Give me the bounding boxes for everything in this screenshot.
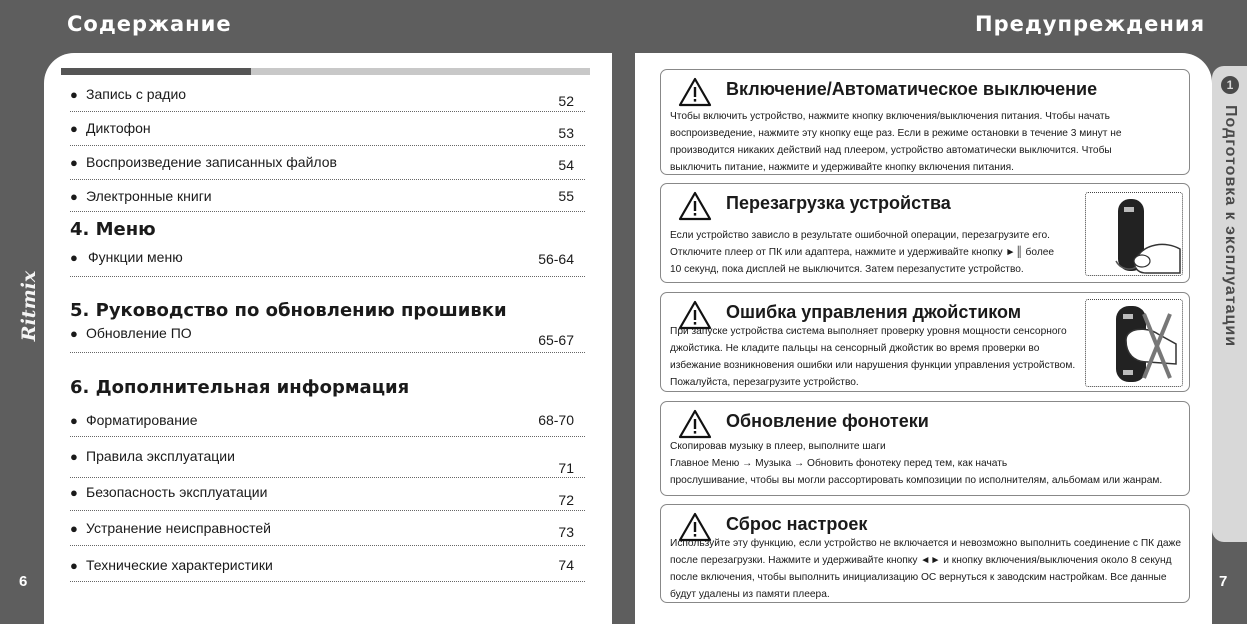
- toc-item-label: Функции меню: [88, 249, 183, 265]
- left-page-title: Содержание: [67, 12, 232, 36]
- warning-triangle-icon: [678, 409, 712, 439]
- toc-item-page: 68-70: [538, 412, 574, 428]
- dotted-divider: [70, 111, 585, 112]
- toc-item-page: 54: [558, 157, 574, 173]
- warning-title: Перезагрузка устройства: [726, 193, 951, 213]
- toc-item-label: Форматирование: [86, 412, 198, 428]
- warning-line: Используйте эту функцию, если устройство не включается и невозможно выполнить соединение с ПК даже: [670, 538, 1182, 549]
- toc-item[interactable]: [70, 484, 574, 506]
- warning-line: будут удалены из памяти плеера.: [670, 589, 830, 600]
- toc-item-label: Безопасность эксплуатации: [86, 484, 268, 500]
- toc-item[interactable]: [70, 448, 574, 476]
- warning-title: Обновление фонотеки: [726, 411, 929, 431]
- bullet-icon: ●: [70, 558, 78, 573]
- warning-line: Скопировав музыку в плеер, выполните шаги: [670, 441, 886, 452]
- dotted-divider: [70, 477, 585, 478]
- toc-item[interactable]: [70, 412, 574, 434]
- toc-item-label: Воспроизведение записанных файлов: [86, 154, 337, 170]
- warning-title: Включение/Автоматическое выключение: [726, 79, 1098, 99]
- dotted-divider: [70, 510, 585, 511]
- warning-title: Сброс настроек: [726, 514, 868, 534]
- warning-box-reset: [660, 504, 1190, 603]
- dotted-divider: [70, 211, 585, 212]
- section-heading: 4. Меню: [70, 219, 156, 240]
- player-press-icon: [1086, 193, 1182, 275]
- bullet-icon: ●: [70, 155, 78, 170]
- chapter-number-badge: 1: [1221, 76, 1239, 94]
- warning-body: [670, 438, 1162, 489]
- device-reset-illustration: [1085, 192, 1183, 276]
- bullet-icon: ●: [70, 449, 78, 464]
- toc-item-page: 65-67: [538, 332, 574, 348]
- toc-item[interactable]: [70, 557, 574, 579]
- warning-title: Ошибка управления джойстиком: [726, 302, 1022, 322]
- warning-line: после включения, чтобы выполнить инициализацию ОС вернуться к заводским настройкам. Все данные: [670, 572, 1167, 583]
- toc-item[interactable]: [70, 120, 574, 142]
- warning-body: [670, 323, 1075, 391]
- page-number-right: 7: [1219, 573, 1228, 590]
- ritmix-logo: Ritmix: [18, 270, 41, 342]
- dotted-divider: [70, 545, 585, 546]
- toc-item-page: 72: [558, 492, 574, 508]
- warning-line: джойстика. Не кладите пальцы на сенсорный джойстик во время проверки во: [670, 343, 1040, 354]
- warning-line: Чтобы включить устройство, нажмите кнопку включения/выключения питания. Чтобы начать: [670, 111, 1110, 122]
- toc-header-bar-light: [251, 68, 590, 75]
- warning-line: воспроизведение, нажмите эту кнопку еще раз. Если в режиме остановки в течение 3 минут не: [670, 128, 1122, 139]
- warning-line: Пожалуйста, перезагрузите устройство.: [670, 377, 859, 388]
- toc-item-label: Диктофон: [86, 120, 151, 136]
- toc-item-label: Обновление ПО: [86, 325, 192, 341]
- warning-body: [670, 535, 1181, 603]
- warning-body: [670, 108, 1122, 176]
- bullet-icon: ●: [70, 121, 78, 136]
- bullet-icon: ●: [70, 250, 78, 265]
- toc-item[interactable]: [70, 325, 574, 347]
- warning-line: избежание возникновения ошибки или нарушения функции управления устройством.: [670, 360, 1076, 371]
- warning-line: выключить питание, нажмите и удерживайте кнопку включения питания.: [670, 162, 1014, 173]
- bullet-icon: ●: [70, 189, 78, 204]
- warning-line: Отключите плеер от ПК или адаптера, нажмите и удерживайте кнопку ►║ более: [670, 247, 1055, 258]
- toc-item-page: 55: [558, 188, 574, 204]
- dotted-divider: [70, 179, 585, 180]
- bullet-icon: ●: [70, 326, 78, 341]
- warning-box-power: [660, 69, 1190, 175]
- section-heading: 5. Руководство по обновлению прошивки: [70, 300, 507, 321]
- toc-item-page: 52: [558, 93, 574, 109]
- toc-item-label: Правила эксплуатации: [86, 448, 235, 464]
- toc-item[interactable]: [70, 249, 574, 271]
- dotted-divider: [70, 581, 585, 582]
- warning-triangle-icon: [678, 191, 712, 221]
- toc-item-page: 53: [558, 125, 574, 141]
- toc-item-page: 56-64: [538, 251, 574, 267]
- warning-line: после перезагрузки. Нажмите и удерживайте кнопку ◄► и кнопку включения/выключения около 8 секунд: [670, 555, 1172, 566]
- warning-box-joystick: [660, 292, 1190, 392]
- right-page-title: Предупреждения: [975, 12, 1206, 36]
- bullet-icon: ●: [70, 87, 78, 102]
- toc-item-label: Устранение неисправностей: [86, 520, 271, 536]
- joystick-warning-illustration: [1085, 299, 1183, 387]
- warning-line: производится никаких действий над плеером, устройство автоматически выключится. Чтобы: [670, 145, 1112, 156]
- bullet-icon: ●: [70, 413, 78, 428]
- toc-item-label: Электронные книги: [86, 188, 212, 204]
- warning-line: 10 секунд, пока дисплей не выключится. Затем перезапустите устройство.: [670, 264, 1024, 275]
- toc-item[interactable]: [70, 520, 574, 542]
- warning-line: Главное Меню → Музыка → Обновить фонотеку перед тем, как начать: [670, 458, 1008, 469]
- warning-line: При запуске устройства система выполняет проверку уровня мощности сенсорного: [670, 326, 1067, 337]
- toc-item[interactable]: [70, 154, 574, 176]
- bullet-icon: ●: [70, 485, 78, 500]
- side-tab-label: Подготовка к эксплуатации: [1222, 105, 1239, 348]
- toc-item[interactable]: [70, 86, 574, 108]
- section-heading: 6. Дополнительная информация: [70, 377, 410, 398]
- warning-box-library: [660, 401, 1190, 496]
- dotted-divider: [70, 436, 585, 437]
- dotted-divider: [70, 145, 585, 146]
- warning-box-reboot: [660, 183, 1190, 283]
- warning-line: прослушивание, чтобы вы могли рассортировать композиции по исполнителям, альбомам или жанрам.: [670, 475, 1163, 486]
- dotted-divider: [70, 352, 585, 353]
- dotted-divider: [70, 276, 585, 277]
- toc-item[interactable]: [70, 188, 574, 210]
- warning-body: [670, 227, 1054, 278]
- warning-line: Если устройство зависло в результате ошибочной операции, перезагрузите его.: [670, 230, 1050, 241]
- finger-on-joystick-icon: [1086, 300, 1182, 386]
- warning-triangle-icon: [678, 77, 712, 107]
- toc-item-page: 71: [558, 460, 574, 476]
- toc-item-page: 74: [558, 557, 574, 573]
- toc-header-bar-dark: [61, 68, 251, 75]
- page-number-left: 6: [19, 573, 28, 590]
- toc-item-label: Запись с радио: [86, 86, 187, 102]
- toc-item-page: 73: [558, 524, 574, 540]
- bullet-icon: ●: [70, 521, 78, 536]
- toc-item-label: Технические характеристики: [86, 557, 273, 573]
